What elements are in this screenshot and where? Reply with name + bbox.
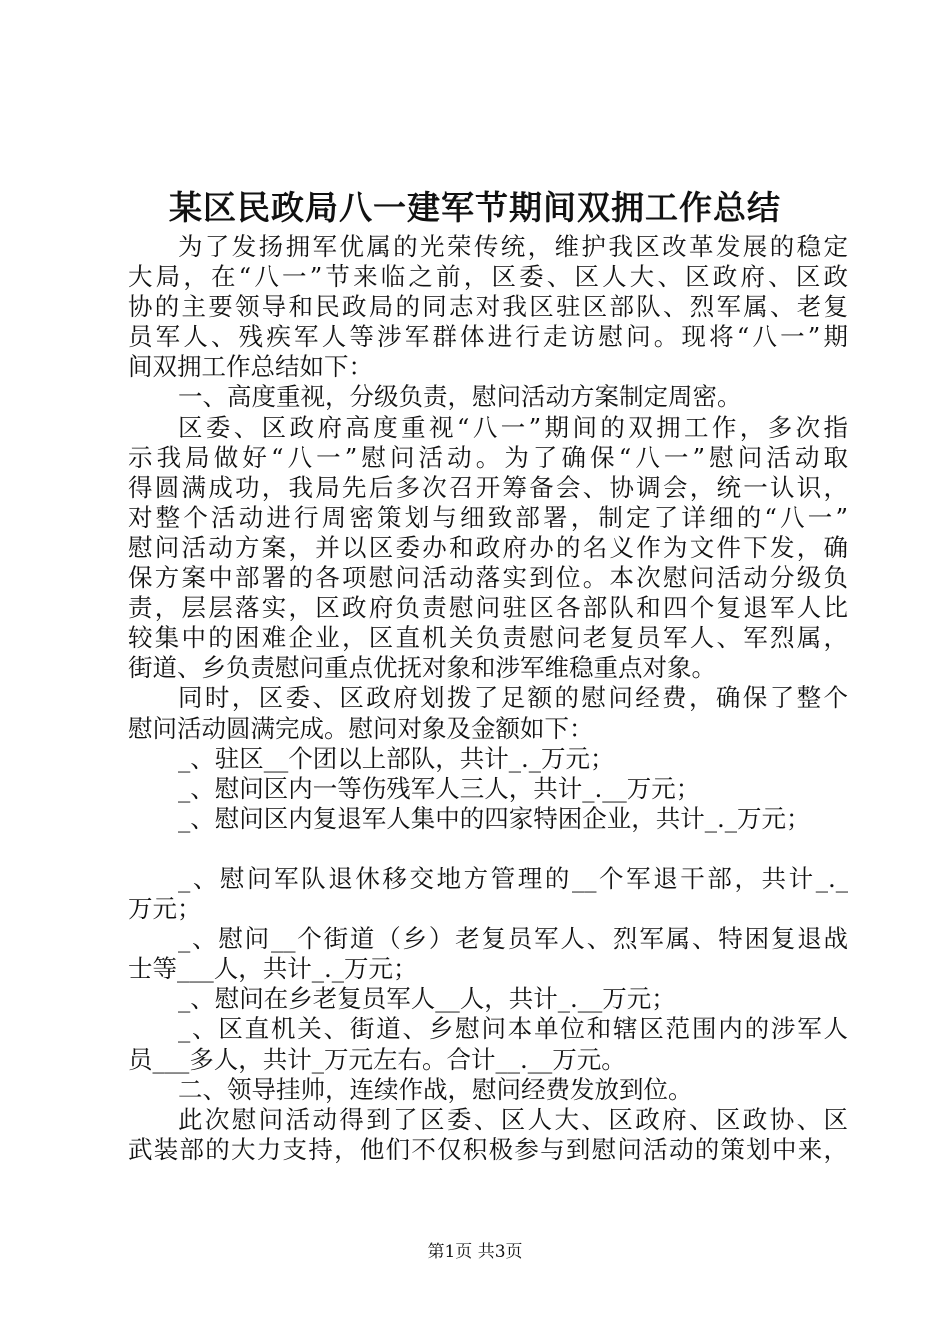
paragraph-line: 大局，在“八一”节来临之前，区委、区人大、区政府、区政 — [128, 262, 848, 292]
document-title: 某区民政局八一建军节期间双拥工作总结 — [169, 188, 781, 227]
list-item: _、驻区__个团以上部队，共计_._万元； — [178, 743, 615, 773]
paragraph-line: 示我局做好“八一”慰问活动。为了确保“八一”慰问活动取 — [128, 442, 848, 472]
paragraph-line: 慰问活动圆满完成。慰问对象及金额如下： — [128, 713, 594, 743]
paragraph-line: 慰问活动方案，并以区委办和政府办的名义作为文件下发，确 — [128, 532, 848, 562]
paragraph-line: 间双拥工作总结如下： — [128, 352, 373, 382]
paragraph-line: 此次慰问活动得到了区委、区人大、区政府、区政协、区 — [178, 1104, 848, 1134]
list-item: _、慰问区内一等伤残军人三人，共计_.__万元； — [178, 773, 701, 803]
paragraph-line: 较集中的困难企业，区直机关负责慰问老复员军人、军烈属， — [128, 623, 848, 653]
section-heading: 一、高度重视，分级负责，慰问活动方案制定周密。 — [178, 382, 742, 412]
page-footer: 第1页 共3页 — [427, 1242, 523, 1262]
paragraph-line: 保方案中部署的各项慰问活动落实到位。本次慰问活动分级负 — [128, 563, 848, 593]
paragraph-line: 武装部的大力支持，他们不仅积极参与到慰问活动的策划中来， — [128, 1134, 848, 1164]
paragraph-line: 同时，区委、区政府划拨了足额的慰问经费，确保了整个 — [178, 683, 848, 713]
list-item: _、慰问__个街道（乡）老复员军人、烈军属、特困复退战 — [178, 924, 848, 954]
list-item: _、慰问在乡老复员军人__人，共计_.__万元； — [178, 984, 676, 1014]
paragraph-line: 责，层层落实，区政府负责慰问驻区各部队和四个复退军人比 — [128, 593, 848, 623]
document-body — [128, 232, 848, 1165]
paragraph-line: 协的主要领导和民政局的同志对我区驻区部队、烈军属、老复 — [128, 292, 848, 322]
paragraph-line: 街道、乡负责慰问重点优抚对象和涉军维稳重点对象。 — [128, 653, 716, 683]
paragraph-line: 为了发扬拥军优属的光荣传统，维护我区改革发展的稳定 — [178, 232, 848, 261]
list-item: _、慰问军队退休移交地方管理的__个军退干部，共计_._ — [178, 863, 848, 893]
list-item: _、区直机关、街道、乡慰问本单位和辖区范围内的涉军人 — [178, 1014, 848, 1044]
section-heading: 二、领导挂帅，连续作战，慰问经费发放到位。 — [178, 1074, 693, 1104]
list-item-continuation: 员___多人，共计_万元左右。合计__.__万元。 — [128, 1044, 626, 1074]
paragraph-line: 员军人、残疾军人等涉军群体进行走访慰问。现将“八一”期 — [128, 322, 848, 352]
blank-line — [128, 834, 848, 864]
paragraph-line: 得圆满成功，我局先后多次召开筹备会、协调会，统一认识， — [128, 472, 848, 502]
paragraph-line: 区委、区政府高度重视“八一”期间的双拥工作，多次指 — [178, 412, 848, 442]
paragraph-line: 对整个活动进行周密策划与细致部署，制定了详细的“八一” — [128, 502, 848, 532]
list-item-continuation: 万元； — [128, 894, 202, 924]
list-item: _、慰问区内复退军人集中的四家特困企业，共计_._万元； — [178, 803, 811, 833]
list-item-continuation: 士等___人，共计_._万元； — [128, 954, 418, 984]
